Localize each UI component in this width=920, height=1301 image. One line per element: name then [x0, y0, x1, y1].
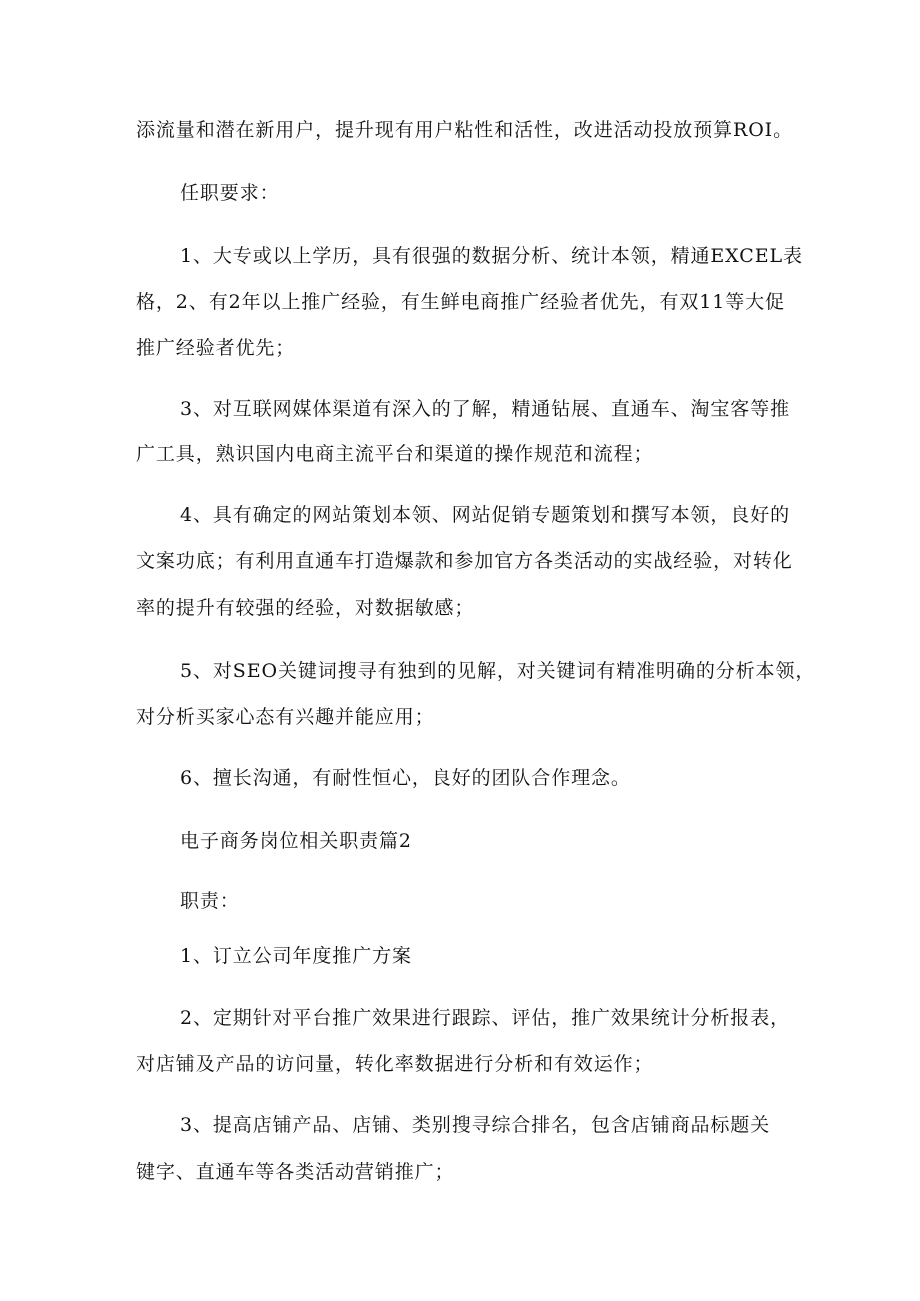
section-heading: 任职要求： — [180, 182, 280, 204]
text-line: 广工具，熟识国内电商主流平台和渠道的操作规范和流程； — [136, 443, 654, 465]
text-line: 文案功底；有利用直通车打造爆款和参加官方各类活动的实战经验，对转化 — [136, 550, 793, 572]
text-line: 2、定期针对平台推广效果进行跟踪、评估，推广效果统计分析报表， — [180, 1007, 790, 1029]
text-line: 推广经验者优先； — [136, 337, 296, 359]
section-title: 电子商务岗位相关职责篇2 — [180, 830, 412, 852]
text-line: 对分析买家心态有兴趣并能应用； — [136, 706, 435, 728]
text-line: 3、提高店铺产品、店铺、类别搜寻综合排名，包含店铺商品标题关 — [180, 1114, 771, 1136]
text-line: 3、对互联网媒体渠道有深入的了解，精通钻展、直通车、淘宝客等推 — [180, 398, 790, 420]
text-line: 1、订立公司年度推广方案 — [180, 945, 412, 967]
text-line: 格，2、有2年以上推广经验，有生鲜电商推广经验者优先，有双11等大促 — [136, 291, 785, 313]
text-line: 5、对SEO关键词搜寻有独到的见解，对关键词有精准明确的分析本领， — [180, 660, 816, 682]
section-heading: 职责： — [180, 890, 240, 912]
text-line: 键字、直通车等各类活动营销推广； — [136, 1161, 455, 1183]
text-line: 添流量和潜在新用户，提升现有用户粘性和活性，改进活动投放预算ROI。 — [136, 119, 793, 141]
text-line: 1、大专或以上学历，具有很强的数据分析、统计本领，精通EXCEL表 — [180, 245, 803, 267]
text-line: 对店铺及产品的访问量，转化率数据进行分析和有效运作； — [136, 1053, 654, 1075]
text-line: 率的提升有较强的经验，对数据敏感； — [136, 597, 475, 619]
text-line: 4、具有确定的网站策划本领、网站促销专题策划和撰写本领，良好的 — [180, 504, 790, 526]
text-line: 6、擅长沟通，有耐性恒心，良好的团队合作理念。 — [180, 767, 631, 789]
